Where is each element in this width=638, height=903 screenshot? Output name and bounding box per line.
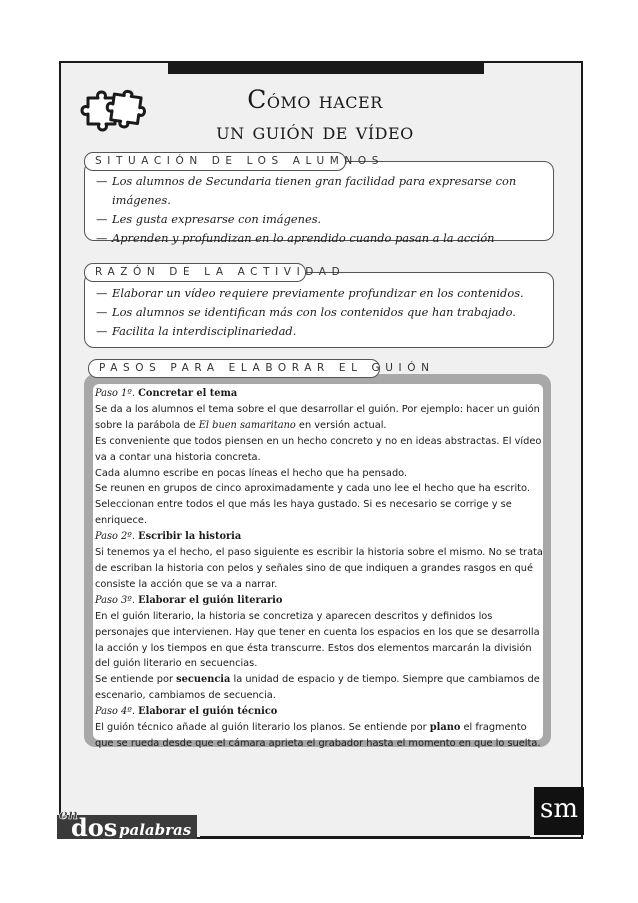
step-paragraph: Se reunen en grupos de cinco aproximadamente y cada uno lee el hecho que ha escrito. Seleccionan entre todos el que más les haya gustado. Si es necesario se corrige y se enriquece. (95, 483, 530, 527)
list-item: — Los alumnos se identifican más con los contenidos que han trabajado. (96, 305, 516, 319)
pasos-text (95, 386, 545, 752)
top-bar (168, 61, 484, 74)
step-heading: Paso 3º. Elaborar el guión literario (95, 594, 283, 606)
list-item: — Les gusta expresarse con imágenes. (96, 212, 322, 226)
svg-text:palabras: palabras (119, 821, 192, 839)
list-item: — Los alumnos de Secundaria tienen gran facilidad para expresarse con imágenes. (96, 174, 517, 207)
list-item: — Elaborar un vídeo requiere previamente profundizar en los contenidos. (96, 286, 524, 300)
sm-logo: sm (534, 787, 584, 835)
razon-tab: RAZÓN DE LA ACTIVIDAD (84, 263, 306, 282)
step-paragraph: Se entiende por secuencia la unidad de espacio y de tiempo. Siempre que cambiamos de escenario, cambiamos de secuencia. (95, 674, 540, 702)
step-heading: Paso 1º. Concretar el tema (95, 388, 238, 399)
list-item: — Aprenden y profundizan en lo aprendido cuando pasan a la acción (96, 231, 495, 245)
step-paragraph: El guión técnico añade al guión literario los planos. Se entiende por plano el fragmento que se rueda desde que el cámara aprieta el grabador hasta el momento en que lo suelta. (95, 722, 541, 749)
step-paragraph: En el guión literario, la historia se concretiza y aparecen descritos y definidos los personajes que intervienen. Hay que tener en cuenta los espacios en los que se desarrolla la acción y los tiempos en que ésta transcurre. Estos dos elementos marcarán la división del guión literario en secuencias. (95, 610, 540, 670)
situacion-list (96, 172, 544, 248)
razon-list (96, 284, 544, 341)
step-paragraph: Se da a los alumnos el tema sobre el que desarrollar el guión. Por ejemplo: hacer un guión sobre la parábola de El buen samaritano en versión actual. (95, 403, 540, 431)
bottom-rule (200, 836, 530, 839)
en-dos-palabras-logo (57, 805, 197, 839)
puzzle-icon (80, 84, 146, 132)
step-heading: Paso 2º. Escribir la historia (95, 531, 242, 543)
step-paragraph: Cada alumno escribe en pocas líneas el hecho que ha pensado. (95, 467, 408, 479)
step-paragraph: Si tenemos ya el hecho, el paso siguiente es escribir la historia sobre el mismo. No se trata de escriban la historia con pelos y señales sino de que indiquen a grandes rasgos en qué consiste la acción que se va a narrar. (95, 547, 543, 590)
svg-text:en: en (59, 807, 79, 823)
step-paragraph: Es conveniente que todos piensen en un hecho concreto y no en ideas abstractas. El vídeo va a contar una historia concreta. (95, 435, 542, 463)
situacion-tab: SITUACIÓN DE LOS ALUMNOS (84, 152, 346, 171)
pasos-tab: PASOS PARA ELABORAR EL GUIÓN (88, 359, 380, 378)
svg-text:dos: dos (71, 813, 118, 839)
page-title: Cómo hacer un guión de vídeo (216, 85, 414, 145)
step-heading: Paso 4º. Elaborar el guión técnico (95, 706, 278, 718)
list-item: — Facilita la interdisciplinariedad. (96, 324, 297, 338)
